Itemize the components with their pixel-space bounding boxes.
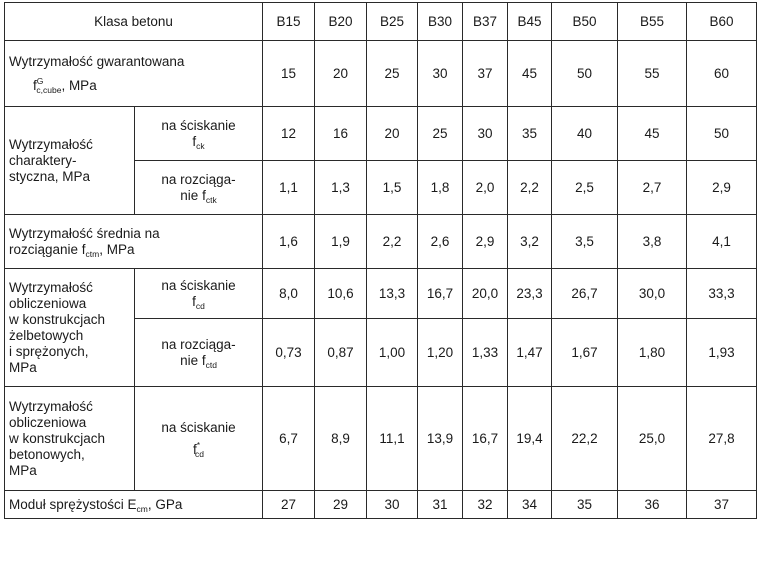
table-cell: 1,33 xyxy=(463,319,508,387)
table-cell: 30 xyxy=(367,491,418,519)
header-row xyxy=(5,3,757,41)
table-cell: 4,1 xyxy=(687,215,757,269)
table-cell: 1,8 xyxy=(418,161,463,215)
table-cell: 19,4 xyxy=(508,387,552,491)
table-cell: 30,0 xyxy=(618,269,687,319)
table-cell: 1,93 xyxy=(687,319,757,387)
table-cell: 25 xyxy=(367,41,418,107)
class-header: B55 xyxy=(618,3,687,41)
table-cell: 2,6 xyxy=(418,215,463,269)
modulus-label: Moduł sprężystości $E_{cm}$, GPa xyxy=(5,491,263,519)
table-cell: 1,1 xyxy=(263,161,315,215)
table-cell: 12 xyxy=(263,107,315,161)
table-cell: 1,47 xyxy=(508,319,552,387)
table-cell: 15 xyxy=(263,41,315,107)
table-cell: 2,0 xyxy=(463,161,508,215)
table-cell: 3,5 xyxy=(552,215,618,269)
table-cell: 60 xyxy=(687,41,757,107)
table-cell: 8,9 xyxy=(315,387,367,491)
table-cell: 2,9 xyxy=(687,161,757,215)
table-cell: 50 xyxy=(552,41,618,107)
table-cell: 1,6 xyxy=(263,215,315,269)
table-cell: 0,73 xyxy=(263,319,315,387)
class-header: B60 xyxy=(687,3,757,41)
guaranteed-strength-symbol: $f^G_{c,cube}$, MPa xyxy=(33,75,97,95)
mean-tension-label: Wytrzymałość średnia na rozciąganie $f_{ctm}$, MPa xyxy=(5,215,263,269)
modulus-row xyxy=(5,491,757,519)
table-cell: 35 xyxy=(552,491,618,519)
table-cell: 37 xyxy=(687,491,757,519)
table-cell: 0,87 xyxy=(315,319,367,387)
table-cell: 26,7 xyxy=(552,269,618,319)
design-rc-compression-row xyxy=(5,269,757,319)
concrete-properties-table xyxy=(4,2,757,519)
characteristic-compression-label: na ściskanie $f_{ck}$ xyxy=(135,107,263,161)
table-cell: 40 xyxy=(552,107,618,161)
design-plain-strength-label: Wytrzymałość obliczeniowa w konstrukcjach betonowych, MPa xyxy=(5,387,135,491)
class-header: B20 xyxy=(315,3,367,41)
table-cell: 37 xyxy=(463,41,508,107)
table-cell: 2,2 xyxy=(367,215,418,269)
table-cell: 20,0 xyxy=(463,269,508,319)
table-cell: 29 xyxy=(315,491,367,519)
table-cell: 16 xyxy=(315,107,367,161)
table-cell: 1,5 xyxy=(367,161,418,215)
mean-tension-row xyxy=(5,215,757,269)
table-cell: 11,1 xyxy=(367,387,418,491)
table-cell: 25 xyxy=(418,107,463,161)
table-cell: 55 xyxy=(618,41,687,107)
table-cell: 1,20 xyxy=(418,319,463,387)
table-cell: 10,6 xyxy=(315,269,367,319)
design-plain-compression-label: na ściskanie $f^*_{cd}$ xyxy=(135,387,263,491)
guaranteed-strength-row xyxy=(5,41,757,107)
design-plain-compression-row xyxy=(5,387,757,491)
class-header: B45 xyxy=(508,3,552,41)
concrete-properties-table-wrapper xyxy=(4,2,757,519)
table-cell: 27 xyxy=(263,491,315,519)
table-cell: 35 xyxy=(508,107,552,161)
class-header: B30 xyxy=(418,3,463,41)
table-cell: 13,3 xyxy=(367,269,418,319)
table-cell: 1,3 xyxy=(315,161,367,215)
table-cell: 16,7 xyxy=(463,387,508,491)
table-cell: 1,00 xyxy=(367,319,418,387)
table-cell: 25,0 xyxy=(618,387,687,491)
table-cell: 36 xyxy=(618,491,687,519)
table-cell: 22,2 xyxy=(552,387,618,491)
table-cell: 30 xyxy=(418,41,463,107)
table-cell: 2,2 xyxy=(508,161,552,215)
class-header: B25 xyxy=(367,3,418,41)
table-cell: 6,7 xyxy=(263,387,315,491)
table-cell: 2,5 xyxy=(552,161,618,215)
design-rc-strength-label: Wytrzymałość obliczeniowa w konstrukcjach żelbetowych i sprężonych, MPa xyxy=(5,269,135,387)
class-header: B50 xyxy=(552,3,618,41)
table-cell: 1,67 xyxy=(552,319,618,387)
table-cell: 50 xyxy=(687,107,757,161)
table-cell: 23,3 xyxy=(508,269,552,319)
table-cell: 27,8 xyxy=(687,387,757,491)
design-rc-compression-label: na ściskanie $f_{cd}$ xyxy=(135,269,263,319)
table-cell: 1,9 xyxy=(315,215,367,269)
table-cell: 31 xyxy=(418,491,463,519)
table-cell: 34 xyxy=(508,491,552,519)
class-header: B37 xyxy=(463,3,508,41)
header-label: Klasa betonu xyxy=(5,3,263,41)
table-cell: 1,80 xyxy=(618,319,687,387)
class-header: B15 xyxy=(263,3,315,41)
guaranteed-strength-title: Wytrzymałość gwarantowana xyxy=(9,53,185,69)
table-cell: 20 xyxy=(367,107,418,161)
table-cell: 45 xyxy=(508,41,552,107)
design-rc-tension-label: na rozciąga- nie $f_{ctd}$ xyxy=(135,319,263,387)
table-cell: 2,7 xyxy=(618,161,687,215)
table-cell: 16,7 xyxy=(418,269,463,319)
guaranteed-strength-label xyxy=(5,41,263,107)
table-cell: 3,8 xyxy=(618,215,687,269)
table-cell: 33,3 xyxy=(687,269,757,319)
table-cell: 3,2 xyxy=(508,215,552,269)
table-cell: 20 xyxy=(315,41,367,107)
table-cell: 32 xyxy=(463,491,508,519)
characteristic-compression-row xyxy=(5,107,757,161)
characteristic-strength-label: Wytrzymałość charaktery- styczna, MPa xyxy=(5,107,135,215)
table-cell: 2,9 xyxy=(463,215,508,269)
table-cell: 45 xyxy=(618,107,687,161)
table-cell: 13,9 xyxy=(418,387,463,491)
table-cell: 8,0 xyxy=(263,269,315,319)
characteristic-tension-label: na rozciąga- nie $f_{ctk}$ xyxy=(135,161,263,215)
table-cell: 30 xyxy=(463,107,508,161)
